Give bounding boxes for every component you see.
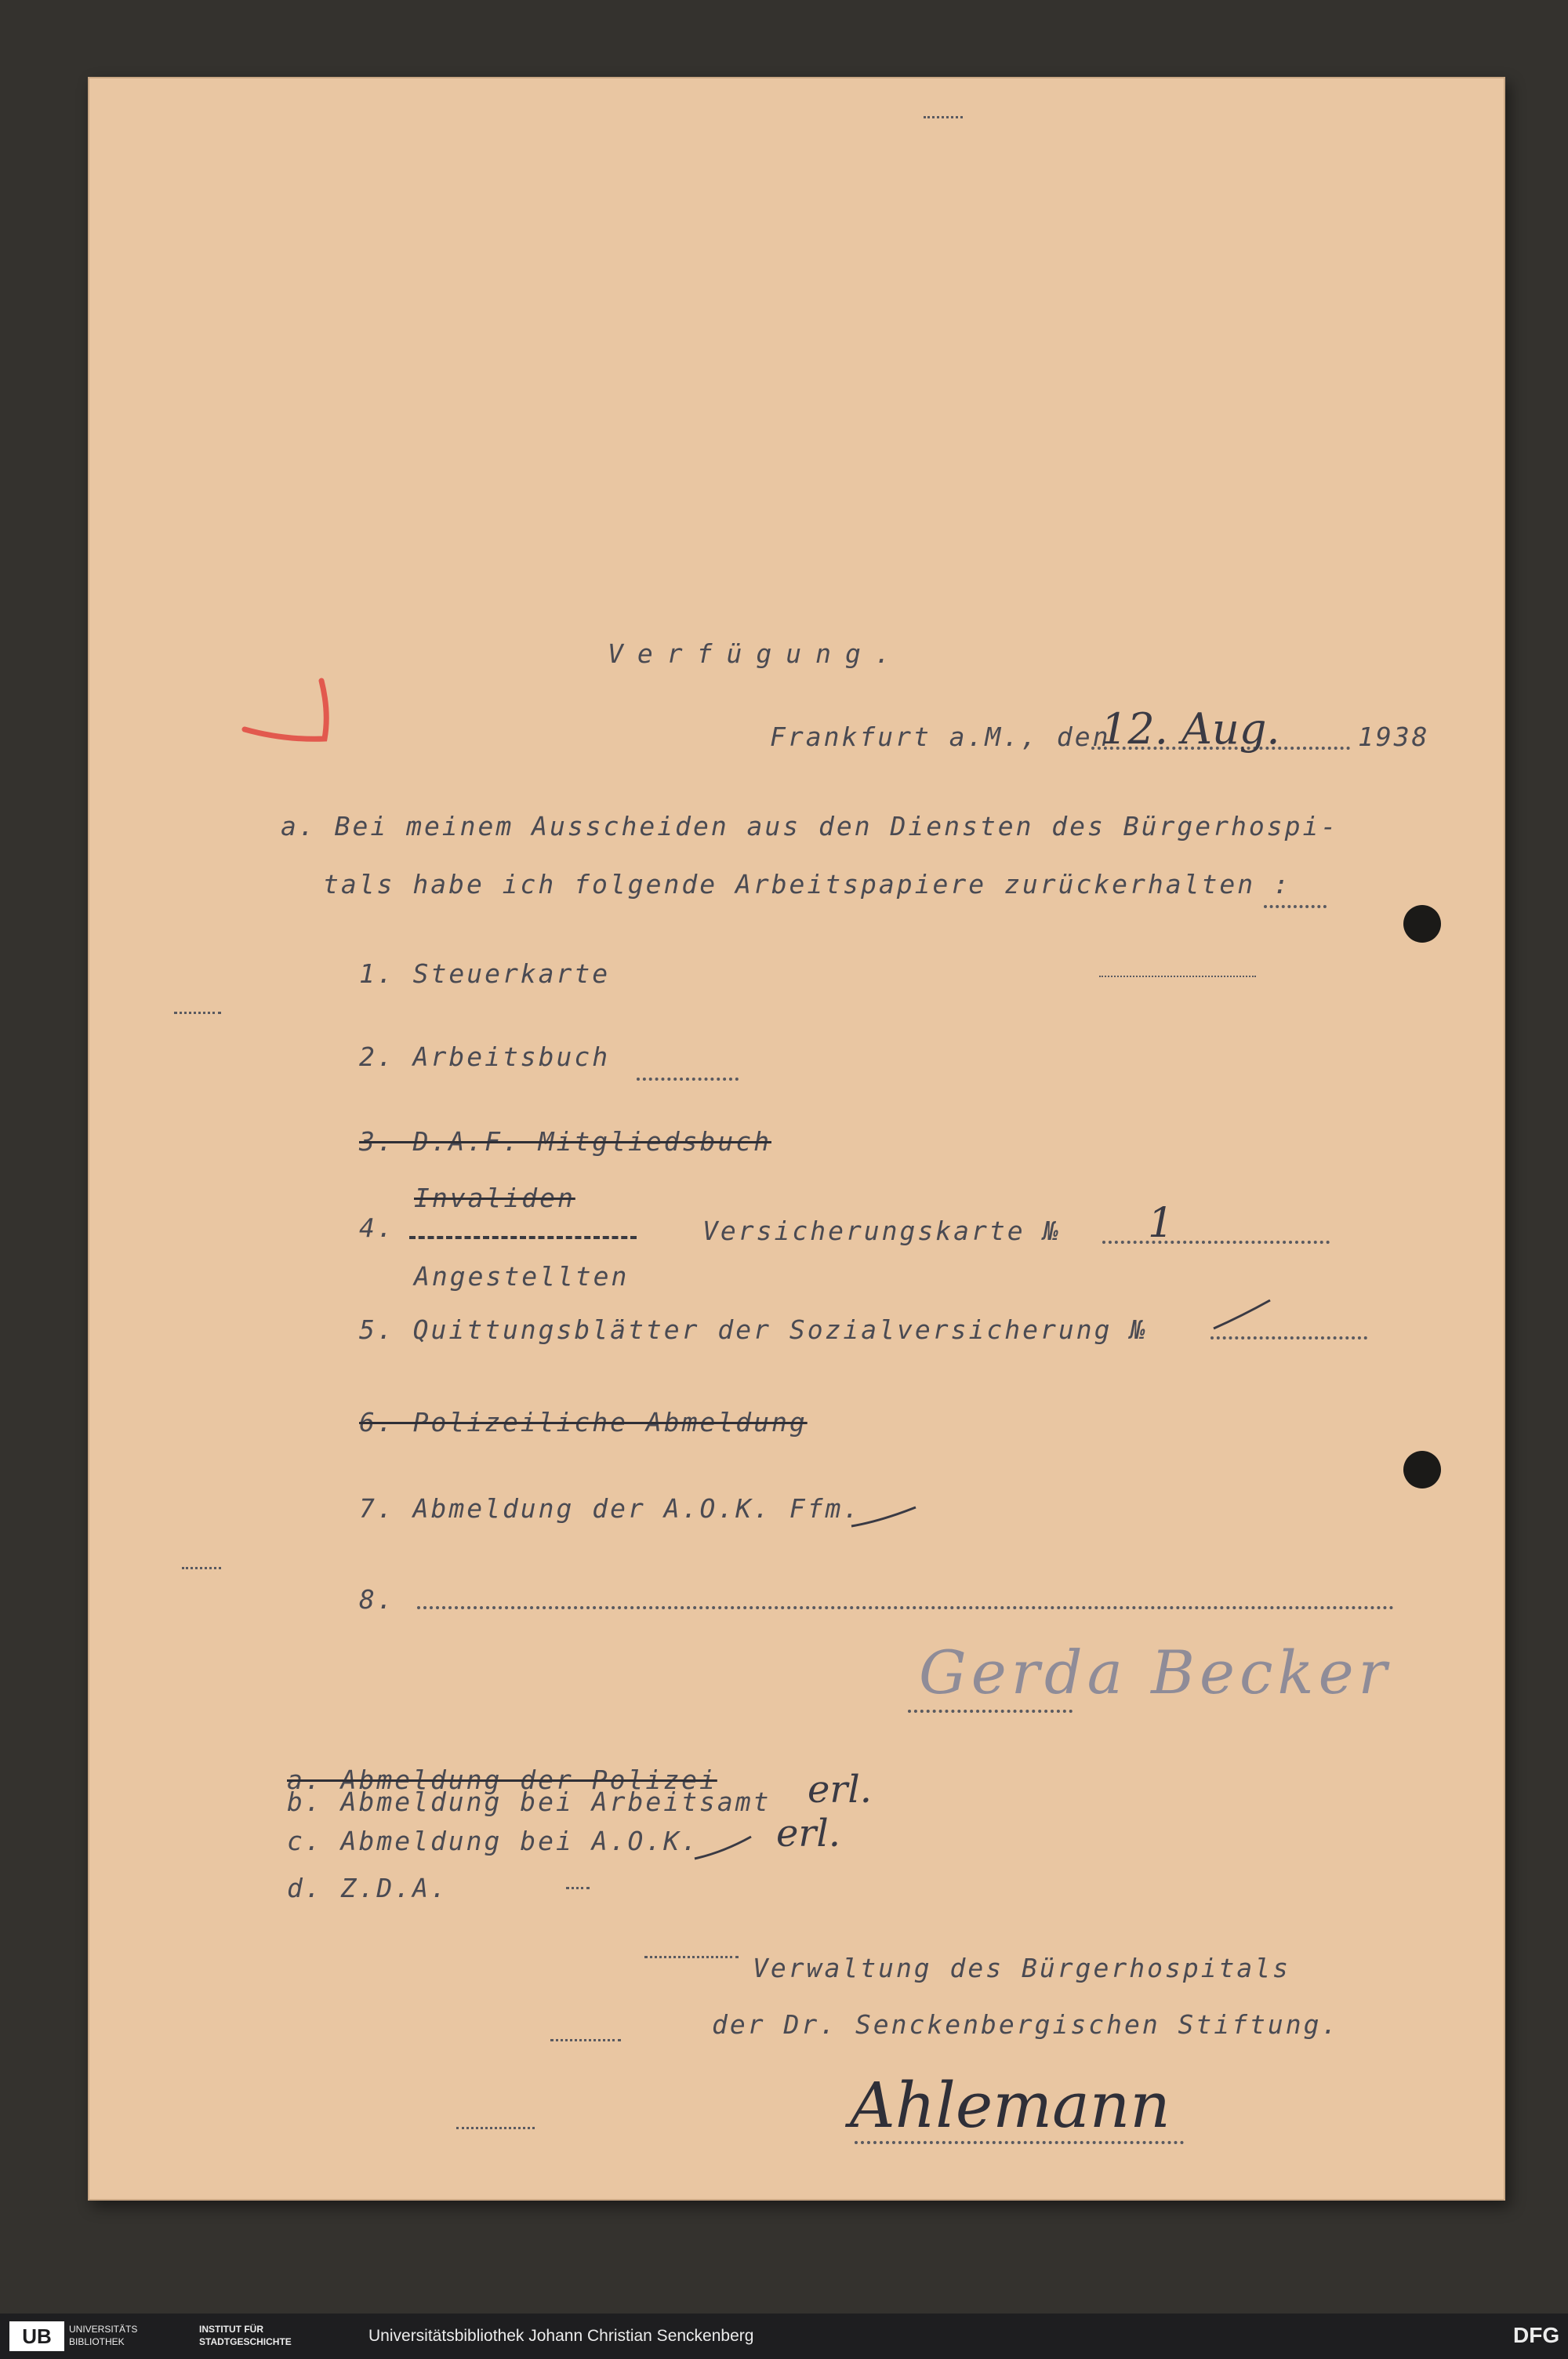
place-date-prefix: Frankfurt a.M., den xyxy=(770,722,1111,752)
intro-line-2: tals habe ich folgende Arbeitspapiere zurückerhalten : xyxy=(323,869,1291,900)
stray-dots-4 xyxy=(550,2039,621,2041)
punch-hole-bottom xyxy=(1403,1451,1441,1488)
sub-item-a-police: a. Abmeldung der Polizei xyxy=(287,1765,717,1795)
item-1-tax-card: 1. Steuerkarte xyxy=(359,958,611,989)
stray-dots-5 xyxy=(566,1887,590,1889)
intro-dots xyxy=(1264,905,1327,908)
sub-item-c-aok: c. Abmeldung bei A.O.K. xyxy=(287,1826,699,1856)
administration-line-1: Verwaltung des Bürgerhospitals xyxy=(753,1953,1291,1983)
item-4-separator-line xyxy=(409,1236,637,1239)
sub-item-d-zda: d. Z.D.A. xyxy=(287,1873,448,1903)
item-1-dots xyxy=(1099,976,1256,977)
red-check-mark xyxy=(237,673,347,759)
stray-dots-2 xyxy=(182,1567,221,1569)
signature-administration: Ahlemann xyxy=(850,2069,1171,2142)
item-5-dots xyxy=(1210,1336,1367,1339)
stray-dots-1 xyxy=(174,1012,221,1014)
stray-dots-6 xyxy=(644,1956,739,1958)
item-4-insurance-card: Versicherungskarte № xyxy=(702,1216,1062,1246)
dfg-logo: DFG xyxy=(1513,2323,1560,2347)
item-7-tick-mark xyxy=(848,1503,919,1531)
stray-dots-3 xyxy=(456,2127,535,2129)
item-5-tick-mark xyxy=(1210,1297,1273,1332)
item-2-work-book: 2. Arbeitsbuch xyxy=(359,1041,611,1072)
ub-logo-text: UB xyxy=(22,2324,52,2348)
sub-item-b-handwritten-done: erl. xyxy=(808,1768,872,1812)
stray-dots-7 xyxy=(924,116,963,118)
intro-line-1: a. Bei meinem Ausscheiden aus den Diensten des Bürgerhospi- xyxy=(281,811,1339,841)
item-4-number: 4. xyxy=(359,1212,395,1243)
sub-item-b-employment-office: b. Abmeldung bei Arbeitsamt xyxy=(287,1787,771,1817)
item-8-dots xyxy=(417,1606,1394,1609)
signature-employee: Gerda Becker xyxy=(919,1637,1392,1707)
signature-employee-dots xyxy=(908,1710,1073,1713)
item-2-dots xyxy=(637,1078,739,1081)
sub-item-c-tick-mark xyxy=(691,1832,754,1863)
item-3-daf-membership-book: 3. D.A.F. Mitgliedsbuch xyxy=(359,1126,771,1157)
item-8-number: 8. xyxy=(359,1584,395,1615)
institut-logo-label: INSTITUT FÜR STADTGESCHICHTE xyxy=(199,2324,292,2347)
item-4-angestellten: Angestellten xyxy=(414,1261,630,1292)
ub-logo xyxy=(9,2321,64,2351)
item-5-receipt-sheets: 5. Quittungsblätter der Sozialversicherung № xyxy=(359,1314,1149,1345)
item-4-invaliden: Invaliden xyxy=(414,1183,575,1213)
footer-bar xyxy=(0,2314,1568,2359)
item-4-dots xyxy=(1102,1241,1330,1244)
date-year: 1938 xyxy=(1358,722,1430,752)
signature-admin-dots xyxy=(855,2141,1184,2144)
punch-hole-top xyxy=(1403,905,1441,943)
sub-item-c-handwritten-done: erl. xyxy=(776,1812,840,1856)
footer-caption: Universitätsbibliothek Johann Christian Senckenberg xyxy=(368,2327,754,2345)
item-6-police-deregistration: 6. Polizeiliche Abmeldung xyxy=(359,1407,808,1438)
administration-line-2: der Dr. Senckenbergischen Stiftung. xyxy=(712,2009,1340,2040)
document-heading: Verfügung. xyxy=(608,638,905,669)
document-sheet xyxy=(88,77,1505,2201)
item-4-handwritten-number: 1 xyxy=(1148,1200,1174,1247)
item-7-aok-deregistration: 7. Abmeldung der A.O.K. Ffm. xyxy=(359,1493,862,1524)
date-handwritten: 12. Aug. xyxy=(1101,704,1280,754)
ub-logo-label: UNIVERSITÄTS BIBLIOTHEK xyxy=(69,2324,138,2347)
